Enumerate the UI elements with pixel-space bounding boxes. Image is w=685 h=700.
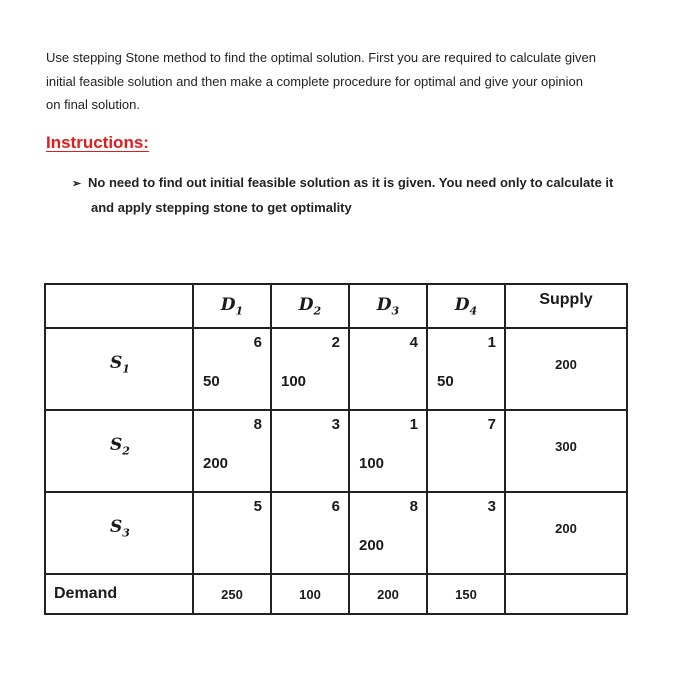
demand-label: Demand — [45, 574, 193, 614]
cell-s3-d1 — [193, 492, 271, 574]
table-row-s1 — [45, 328, 627, 410]
row-header-s1 — [45, 328, 193, 410]
demand-value-d4: 150 — [427, 574, 505, 614]
row-letter: S — [110, 517, 123, 537]
instruction-bullet — [72, 171, 652, 220]
allocation-value: 50 — [203, 373, 220, 390]
supply-value-s2: 300 — [505, 410, 627, 492]
arrow-bullet-icon: ➢ — [72, 178, 82, 190]
cell-s3-d4 — [427, 492, 505, 574]
supply-value-s3: 200 — [505, 492, 627, 574]
demand-empty-cell — [505, 574, 627, 614]
supply-value-s1: 200 — [505, 328, 627, 410]
row-letter: S — [110, 435, 123, 455]
allocation-value: 200 — [203, 455, 229, 472]
column-header-d4 — [427, 284, 505, 328]
row-subscript: 3 — [122, 526, 130, 540]
cell-s1-d3 — [349, 328, 427, 410]
table-row-s2 — [45, 410, 627, 492]
cost-value: 7 — [487, 416, 496, 433]
cost-value: 6 — [331, 498, 340, 515]
cell-s1-d2 — [271, 328, 349, 410]
problem-statement — [46, 46, 656, 117]
cell-s2-d2 — [271, 410, 349, 492]
instructions-heading: Instructions: — [46, 133, 149, 152]
column-subscript: 3 — [391, 304, 400, 318]
cost-value: 3 — [331, 416, 340, 433]
row-subscript: 1 — [122, 362, 130, 376]
table-header-row — [45, 284, 627, 328]
allocation-value: 200 — [359, 537, 385, 554]
cost-value: 4 — [409, 334, 418, 351]
cell-s3-d2 — [271, 492, 349, 574]
corner-cell — [45, 284, 193, 328]
row-subscript: 2 — [122, 444, 130, 458]
allocation-value: 100 — [359, 455, 385, 472]
row-letter: S — [110, 353, 123, 373]
cell-s2-d4 — [427, 410, 505, 492]
demand-value-d2: 100 — [271, 574, 349, 614]
problem-statement-line: on final solution. — [46, 97, 140, 112]
demand-value-d1: 250 — [193, 574, 271, 614]
column-subscript: 2 — [313, 304, 322, 318]
column-subscript: 1 — [235, 304, 244, 318]
cell-s1-d1 — [193, 328, 271, 410]
cost-value: 1 — [409, 416, 418, 433]
column-letter: D — [376, 294, 392, 315]
supply-header: Supply — [505, 284, 627, 328]
cost-value: 8 — [253, 416, 262, 433]
column-header-d1 — [193, 284, 271, 328]
problem-statement-line: initial feasible solution and then make a complete procedure for optimal and give your opinion — [46, 73, 583, 89]
cell-s1-d4 — [427, 328, 505, 410]
table-row-s3 — [45, 492, 627, 574]
cost-value: 2 — [331, 334, 340, 351]
cost-value: 3 — [487, 498, 496, 515]
transportation-table — [44, 283, 628, 615]
column-letter: D — [298, 294, 314, 315]
column-letter: D — [220, 294, 236, 315]
column-header-d2 — [271, 284, 349, 328]
instruction-line: and apply stepping stone to get optimality — [91, 200, 352, 215]
cell-s3-d3 — [349, 492, 427, 574]
problem-statement-line: Use stepping Stone method to find the optimal solution. First you are required to calculate given — [46, 50, 596, 65]
cell-s2-d3 — [349, 410, 427, 492]
demand-value-d3: 200 — [349, 574, 427, 614]
column-subscript: 4 — [469, 304, 478, 318]
cost-value: 8 — [409, 498, 418, 515]
demand-row — [45, 574, 627, 614]
allocation-value: 50 — [437, 373, 454, 390]
row-header-s3 — [45, 492, 193, 574]
cell-s2-d1 — [193, 410, 271, 492]
allocation-value: 100 — [281, 373, 307, 390]
cost-value: 5 — [253, 498, 262, 515]
instruction-line: No need to find out initial feasible solution as it is given. You need only to calculate it — [88, 175, 614, 190]
column-letter: D — [454, 294, 470, 315]
row-header-s2 — [45, 410, 193, 492]
cost-value: 1 — [487, 334, 496, 351]
column-header-d3 — [349, 284, 427, 328]
cost-value: 6 — [253, 334, 262, 351]
